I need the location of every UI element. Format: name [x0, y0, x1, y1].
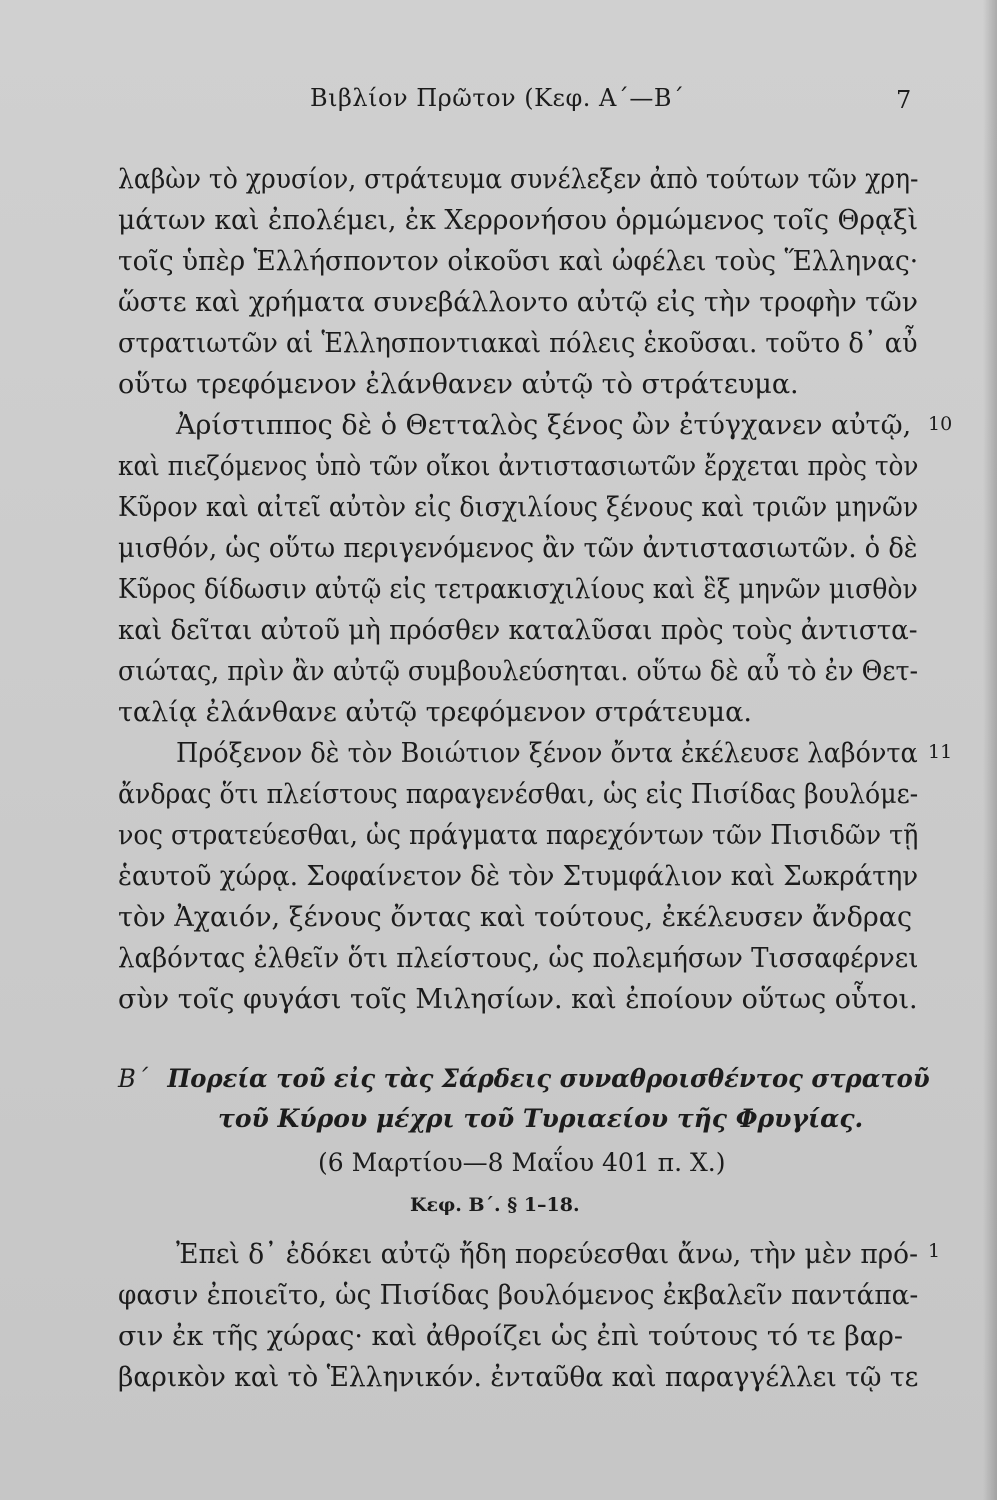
text-line-indented: Πρόξενον δὲ τὸν Βοιώτιον ξένον ὄντα ἐκέλευσε λαβόντα — [176, 738, 918, 769]
margin-section-number: 11 — [928, 741, 953, 763]
text-line-indented: Ἐπεὶ δ᾽ ἐδόκει αὐτῷ ἤδη πορεύεσθαι ἄνω, τὴν μὲν πρό- — [176, 1239, 918, 1270]
chapter-reference: Κεφ. Β΄. § 1–18. — [410, 1194, 580, 1216]
running-head: Βιβλίον Πρῶτον (Κεφ. Α΄—Β΄ — [310, 84, 685, 112]
section-letter: Β΄ — [118, 1064, 148, 1093]
text-line: Κῦρον καὶ αἰτεῖ αὐτὸν εἰς δισχιλίους ξένους καὶ τριῶν μηνῶν — [118, 492, 919, 523]
text-line: λαβὼν τὸ χρυσίον, στράτευμα συνέλεξεν ἀπὸ τούτων τῶν χρη- — [118, 164, 919, 195]
text-line: μάτων καὶ ἐπολέμει, ἐκ Χερρονήσου ὁρμώμενος τοῖς Θρᾳξὶ — [118, 205, 919, 236]
text-line: στρατιωτῶν αἱ Ἑλλησποντιακαὶ πόλεις ἑκοῦσαι. τοῦτο δ᾽ αὖ — [118, 328, 918, 359]
section-title-text: Πορεία τοῦ εἰς τὰς Σάρδεις συναθροισθέντος στρατοῦ — [167, 1064, 930, 1093]
text-line: τὸν Ἀχαιόν, ξένους ὄντας καὶ τούτους, ἐκέλευσεν ἄνδρας — [118, 902, 913, 933]
text-line: οὕτω τρεφόμενον ἐλάνθανεν αὐτῷ τὸ στράτευμα. — [118, 369, 799, 400]
text-line-indented: Ἀρίστιππος δὲ ὁ Θετταλὸς ξένος ὢν ἐτύγχανεν αὐτῷ, — [176, 410, 912, 441]
text-line: ὥστε καὶ χρήματα συνεβάλλοντο αὐτῷ εἰς τὴν τροφὴν τῶν — [118, 287, 919, 318]
text-line: φασιν ἐποιεῖτο, ὡς Πισίδας βουλόμενος ἐκβαλεῖν παντάπα- — [118, 1280, 919, 1311]
text-line: μισθόν, ὡς οὕτω περιγενόμενος ἂν τῶν ἀντιστασιωτῶν. ὁ δὲ — [118, 533, 918, 564]
text-line: σὺν τοῖς φυγάσι τοῖς Μιλησίων. καὶ ἐποίουν οὕτως οὗτοι. — [118, 984, 918, 1015]
text-line: σιν ἐκ τῆς χώρας· καὶ ἀθροίζει ὡς ἐπὶ τούτους τό τε βαρ- — [118, 1321, 903, 1352]
text-line: λαβόντας ἐλθεῖν ὅτι πλείστους, ὡς πολεμήσων Τισσαφέρνει — [118, 943, 919, 974]
text-line: καὶ πιεζόμενος ὑπὸ τῶν οἴκοι ἀντιστασιωτῶν ἔρχεται πρὸς τὸν — [118, 451, 919, 482]
text-line: βαρικὸν καὶ τὸ Ἑλληνικόν. ἐνταῦθα καὶ παραγγέλλει τῷ τε — [118, 1362, 919, 1393]
section-dates: (6 Μαρτίου—8 Μαΐου 401 π. Χ.) — [318, 1148, 726, 1177]
page-edge-shadow — [983, 0, 997, 1500]
text-line: ἑαυτοῦ χώρᾳ. Σοφαίνετον δὲ τὸν Στυμφάλιον καὶ Σωκράτην — [118, 861, 919, 892]
text-line: σιώτας, πρὶν ἂν αὐτῷ συμβουλεύσηται. οὕτω δὲ αὖ τὸ ἐν Θετ- — [118, 656, 919, 687]
section-title-line2: τοῦ Κύρου μέχρι τοῦ Τυριαείου τῆς Φρυγίας. — [218, 1104, 864, 1133]
text-line: ταλίᾳ ἐλάνθανε αὐτῷ τρεφόμενον στράτευμα. — [118, 697, 752, 728]
text-line: ἄνδρας ὅτι πλείστους παραγενέσθαι, ὡς εἰς Πισίδας βουλόμε- — [118, 779, 919, 810]
text-line: Κῦρος δίδωσιν αὐτῷ εἰς τετρακισχιλίους καὶ ἓξ μηνῶν μισθὸν — [118, 574, 918, 605]
text-line: νος στρατεύεσθαι, ὡς πράγματα παρεχόντων τῶν Πισιδῶν τῇ — [118, 820, 919, 851]
page-number: 7 — [896, 86, 912, 114]
text-line: καὶ δεῖται αὐτοῦ μὴ πρόσθεν καταλῦσαι πρὸς τοὺς ἀντιστα- — [118, 615, 918, 646]
margin-section-number: 1 — [928, 1240, 941, 1262]
section-title-line1 — [118, 1064, 930, 1093]
margin-section-number: 10 — [928, 413, 953, 435]
text-line: τοῖς ὑπὲρ Ἑλλήσποντον οἰκοῦσι καὶ ὠφέλει τοὺς Ἕλληνας· — [118, 246, 919, 277]
